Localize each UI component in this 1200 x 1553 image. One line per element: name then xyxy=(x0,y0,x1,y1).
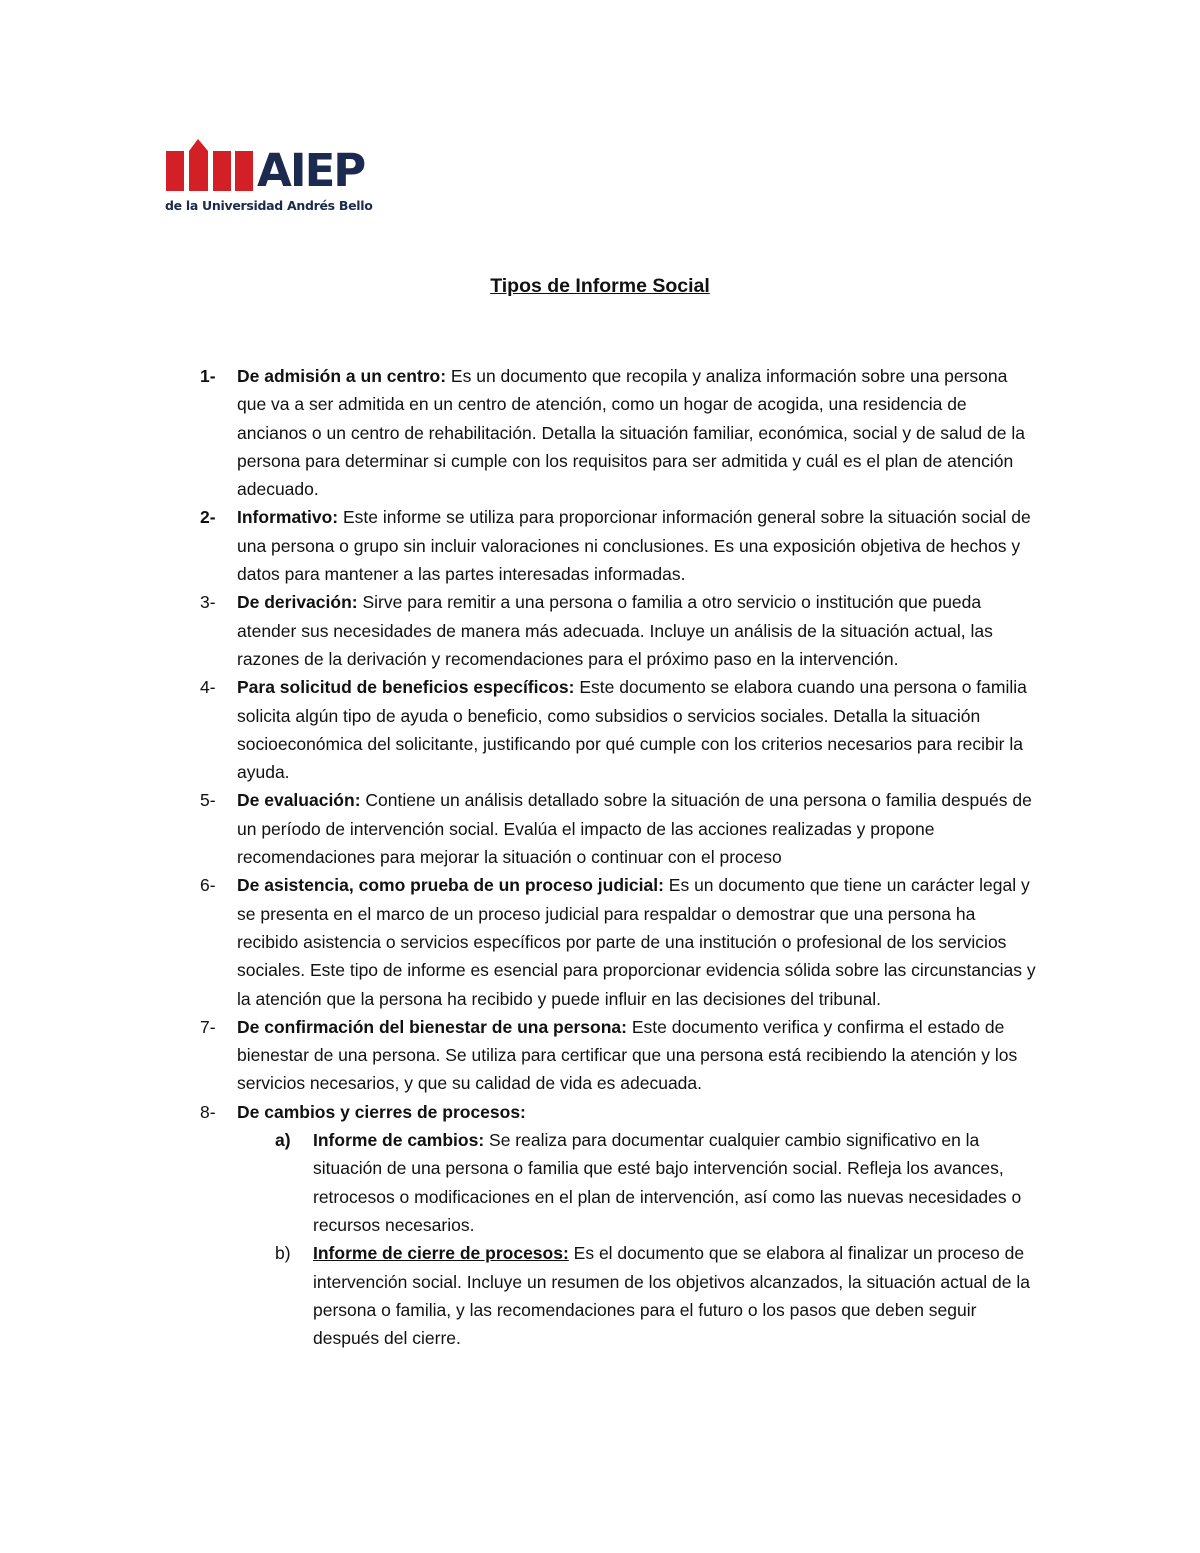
item-term: De asistencia, como prueba de un proceso judicial: xyxy=(237,875,664,896)
item-term: De cambios y cierres de procesos: xyxy=(237,1101,526,1122)
item-term: De evaluación: xyxy=(237,790,361,811)
logo-subtitle: de la Universidad Andrés Bello xyxy=(165,198,373,213)
logo-buildings-icon xyxy=(165,137,255,195)
item-term: Informativo: xyxy=(237,507,339,528)
report-types-list xyxy=(200,362,1040,1352)
item-text: Este informe se utiliza para proporcionar información general sobre la situación social de una persona o grupo sin incluir valoraciones ni conclusiones. Es una exposición objetiva de hechos y datos para mantener a las partes interesadas informadas. xyxy=(237,507,1031,585)
item-text: Sirve para remitir a una persona o familia a otro servicio o institución que pueda atender sus necesidades de manera más adecuada. Incluye un análisis de la situación actual, las razones de la derivación y recomendaciones para el próximo paso en la intervención. xyxy=(237,592,993,669)
sub-item-term: Informe de cambios: xyxy=(313,1130,485,1151)
item-number: 5- xyxy=(200,790,216,811)
sub-item-text: Se realiza para documentar cualquier cambio significativo en la situación de una persona o familia que esté bajo intervención social. Refleja los avances, retrocesos o modificaciones en el plan de intervención, así como las nuevas necesidades o recursos necesarios. xyxy=(313,1130,1022,1235)
sub-list-item xyxy=(237,1239,1040,1352)
item-term: De confirmación del bienestar de una persona: xyxy=(237,1016,627,1037)
item-text: Es un documento que recopila y analiza información sobre una persona que va a ser admitida en un centro de atención, como un hogar de acogida, una residencia de ancianos o un centro de rehabilitación. Detalla la situación familiar, económica, social y de salud de la persona para determinar si cumple con los requisitos para ser admitida y cuál es el plan de atención adecuado. xyxy=(237,366,1025,500)
page-title: Tipos de Informe Social xyxy=(490,275,710,297)
list-item xyxy=(200,588,1040,673)
list-item xyxy=(200,786,1040,871)
item-term: De admisión a un centro: xyxy=(237,366,447,386)
sub-item-letter: a) xyxy=(275,1130,291,1151)
logo-wordmark: AIEP xyxy=(257,144,365,197)
item-text: Este documento se elabora cuando una persona o familia solicita algún tipo de ayuda o beneficio, como subsidios o servicios sociales. Detalla la situación socioeconómica del solicitante, justificando por qué cumple con los criterios necesarios para recibir la ayuda. xyxy=(237,677,1027,783)
sub-item-letter: b) xyxy=(275,1243,291,1264)
list-item xyxy=(200,1098,1040,1126)
list-item xyxy=(200,673,1040,786)
sub-item-text: Es el documento que se elabora al finalizar un proceso de intervención social. Incluye un resumen de los objetivos alcanzados, la situación actual de la persona o familia, y las recomendaciones para el futuro o los pasos que deben seguir después del cierre. xyxy=(313,1243,1030,1349)
list-item xyxy=(200,503,1040,588)
item-number: 1- xyxy=(200,366,216,386)
item-number: 6- xyxy=(200,875,216,896)
list-item xyxy=(200,1013,1040,1098)
aiep-logo xyxy=(165,137,380,217)
item-term: Para solicitud de beneficios específicos: xyxy=(237,677,575,698)
sub-item-term: Informe de cierre de procesos: xyxy=(313,1243,569,1264)
item-number: 2- xyxy=(200,507,216,528)
item-text: Contiene un análisis detallado sobre la situación de una persona o familia después de un período de intervención social. Evalúa el impacto de las acciones realizadas y propone recomendaciones para mejorar la situación o continuar con el proceso xyxy=(237,790,1032,868)
sub-list-item xyxy=(237,1126,1040,1239)
item-number: 7- xyxy=(200,1016,216,1037)
item-number: 4- xyxy=(200,677,216,698)
item-term: De derivación: xyxy=(237,592,358,613)
item-text: Es un documento que tiene un carácter legal y se presenta en el marco de un proceso judicial para respaldar o demostrar que una persona ha recibido asistencia o servicios específicos por parte de una institución o profesional de los servicios sociales. Este tipo de informe es esencial para proporcionar evidencia sólida sobre las circunstancias y la atención que la persona ha recibido y puede influir en las decisiones del tribunal. xyxy=(237,875,1036,1009)
item-number: 3- xyxy=(200,592,216,613)
item-text: Este documento verifica y confirma el estado de bienestar de una persona. Se utiliza para certificar que una persona está recibiendo la atención y los servicios necesarios, y que su calidad de vida es adecuada. xyxy=(237,1016,1018,1094)
item-number: 8- xyxy=(200,1101,216,1122)
list-item xyxy=(200,871,1040,1012)
list-item xyxy=(200,362,1040,503)
